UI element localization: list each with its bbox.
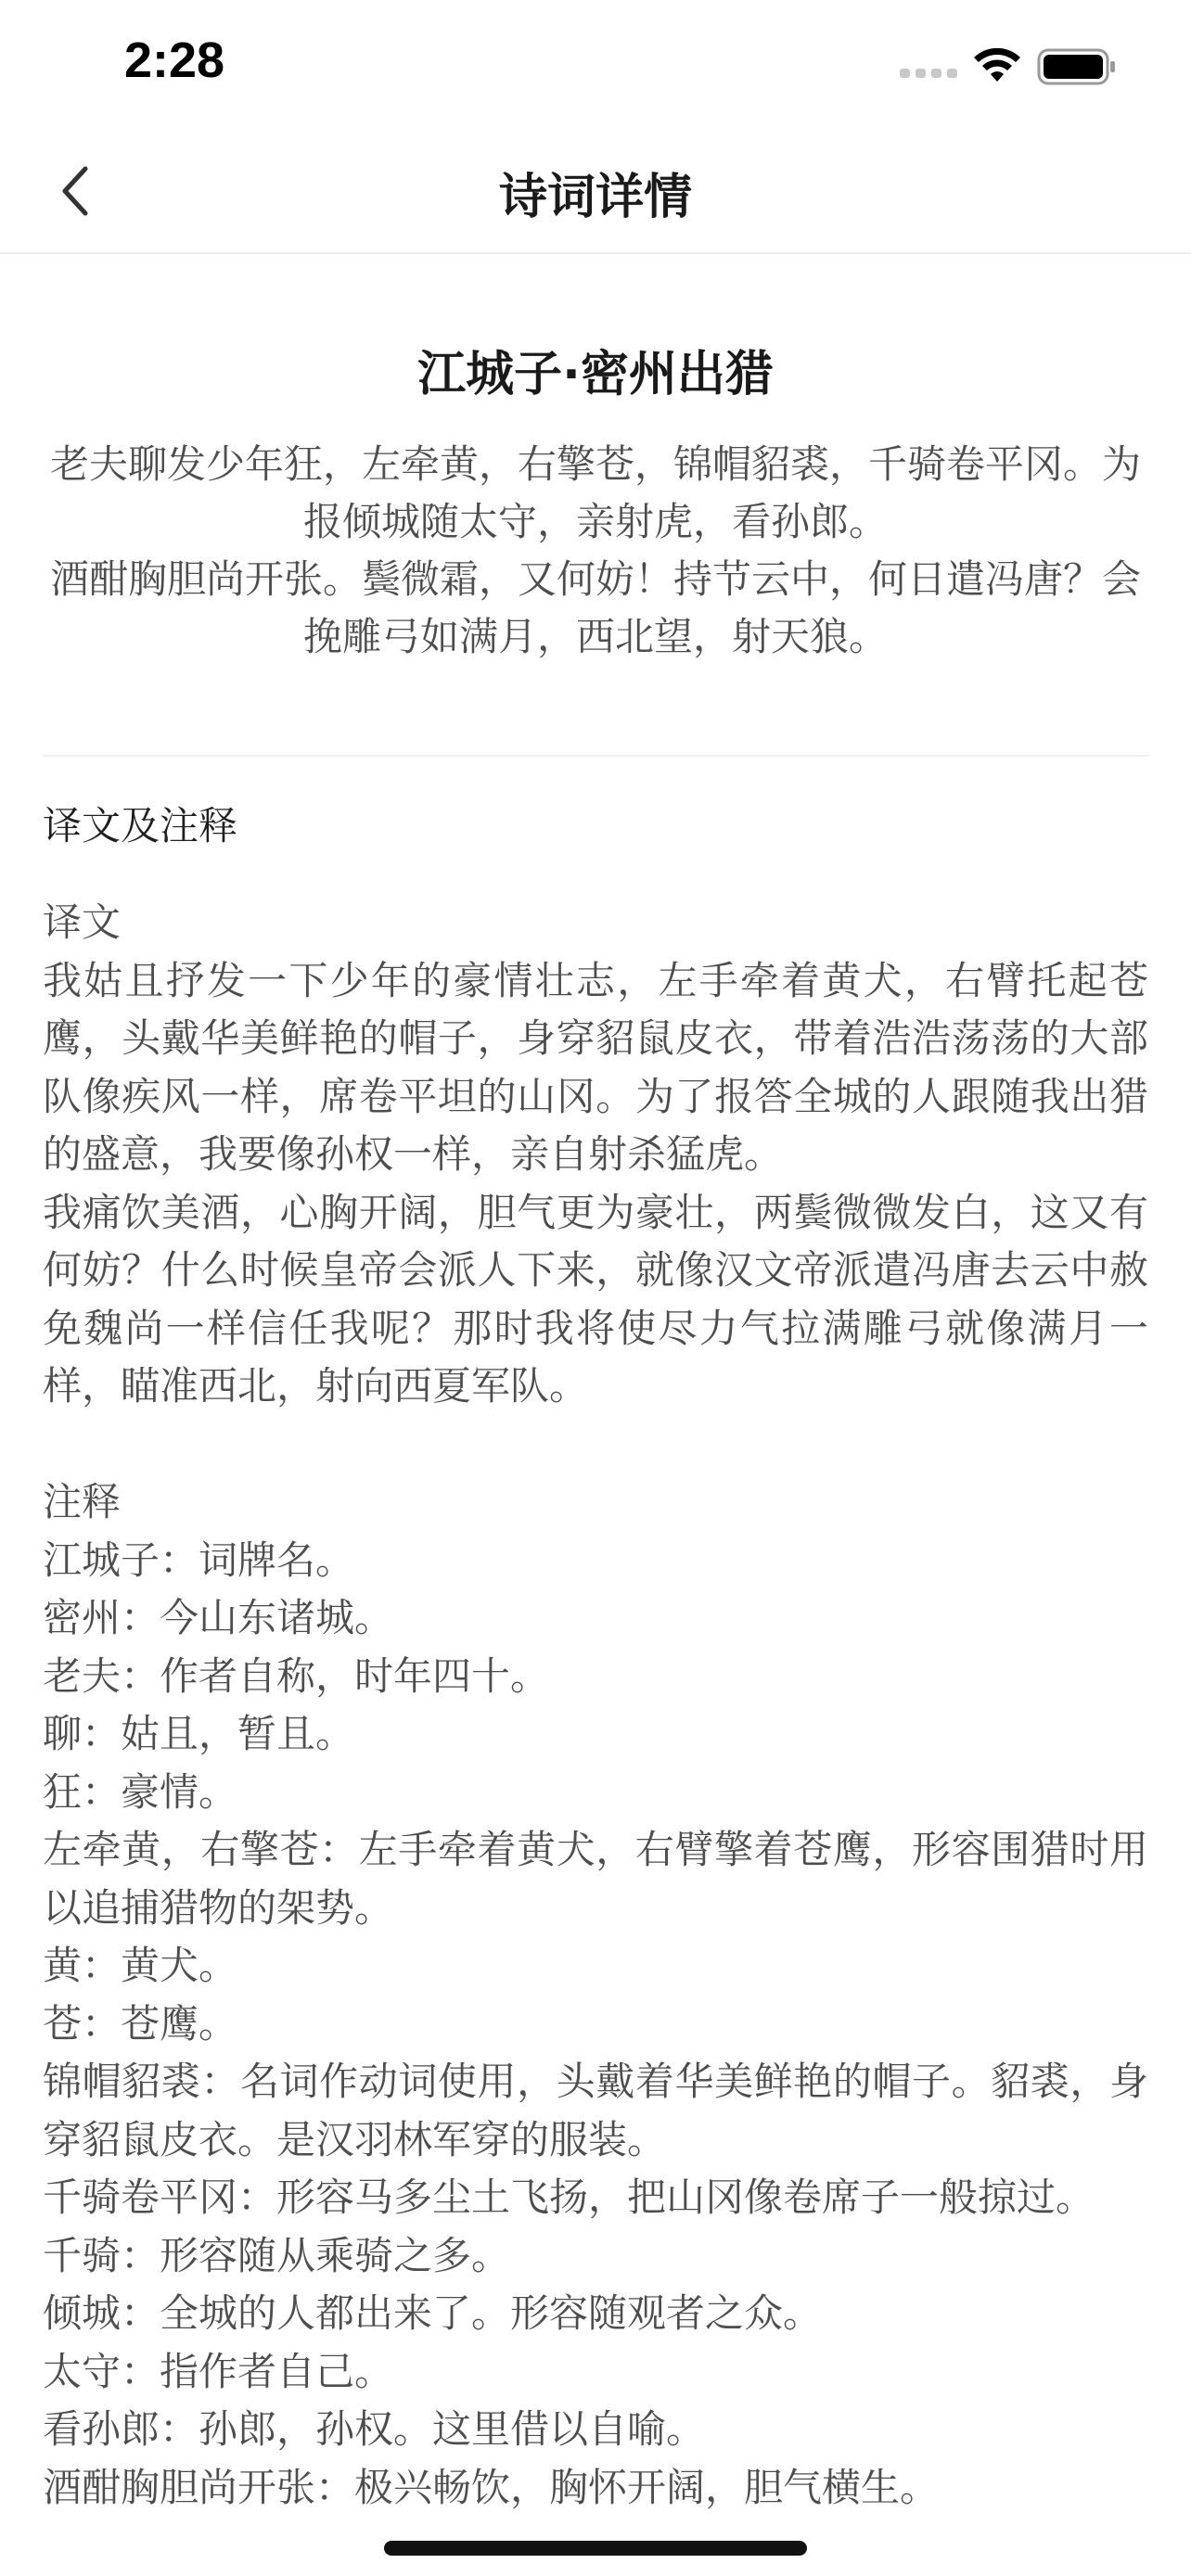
note-item: 密州：今山东诸城。 (43, 1595, 394, 1640)
battery-icon (1037, 48, 1117, 85)
home-indicator[interactable] (384, 2541, 807, 2556)
note-item: 左牵黄，右擎苍：左手牵着黄犬，右臂擎着苍鹰，形容围猎时用以追捕猎物的架势。 (43, 1827, 1148, 1931)
notes-label: 注释 (43, 1479, 122, 1524)
note-item: 苍：苍鹰。 (43, 2000, 238, 2047)
note-item: 锦帽貂裘：名词作动词使用，头戴着华美鲜艳的帽子。貂裘，身穿貂鼠皮衣。是汉羽林军穿的服装。 (43, 2059, 1148, 2162)
poem-stanza: 老夫聊发少年狂，左牵黄，右擎苍，锦帽貂裘，千骑卷平冈。为报倾城随太守，亲射虎，看孙郎。 (49, 441, 1141, 544)
poem-title: 江城子·密州出猎 (417, 347, 774, 402)
note-item: 聊：姑且，暂且。 (43, 1711, 355, 1756)
translation-paragraph: 我姑且抒发一下少年的豪情壮志，左手牵着黄犬，右臂托起苍鹰，头戴华美鲜艳的帽子，身穿貂鼠皮衣，带着浩浩荡荡的大部队像疾风一样，席卷平坦的山冈。为了报答全城的人跟随我出猎的盛意，我要像孙权一样，亲自射杀猛虎。 (43, 957, 1148, 1177)
note-item: 狂：豪情。 (43, 1768, 238, 1815)
cellular-signal-icon (900, 63, 957, 80)
page-title: 诗词详情 (498, 170, 692, 225)
section-title: 译文及注释 (43, 803, 238, 848)
note-item: 江城子：词牌名。 (43, 1537, 355, 1583)
note-item: 黄：黄犬。 (43, 1943, 238, 1988)
status-bar (0, 0, 1191, 130)
poem-stanza: 酒酣胸胆尚开张。鬓微霜，又何妨！持节云中，何日遣冯唐？会挽雕弓如满月，西北望，射天狼。 (49, 556, 1141, 659)
section-divider (43, 755, 1148, 757)
wifi-icon (972, 46, 1022, 83)
note-item: 老夫：作者自称，时年四十。 (43, 1652, 550, 1699)
note-item: 看孙郎：孙郎，孙权。这里借以自喻。 (43, 2406, 706, 2452)
translation-label: 译文 (43, 899, 122, 945)
poem-detail-content[interactable] (43, 252, 1148, 2517)
translation-paragraph: 我痛饮美酒，心胸开阔，胆气更为豪壮，两鬓微微发白，这又有何妨？什么时候皇帝会派人下来，就像汉文帝派遣冯唐去云中赦免魏尚一样信任我呢？那时我将使尽力气拉满雕弓就像满月一样，瞄准西北，射向西夏军队。 (43, 1189, 1148, 1409)
translation-and-notes (43, 894, 1148, 2517)
poem-body (43, 436, 1148, 666)
navigation-bar (0, 130, 1191, 254)
note-item: 千骑卷平冈：形容马多尘土飞扬，把山冈像卷席子一般掠过。 (43, 2174, 1095, 2220)
spacer (43, 1416, 1148, 1474)
status-time: 2:28 (124, 32, 225, 88)
note-item: 酒酣胸胆尚开张：极兴畅饮，胸怀开阔，胆气横生。 (43, 2464, 940, 2510)
note-item: 倾城：全城的人都出来了。形容随观者之众。 (43, 2290, 823, 2336)
note-item: 太守：指作者自己。 (43, 2348, 394, 2394)
note-item: 千骑：形容随从乘骑之多。 (43, 2232, 511, 2278)
